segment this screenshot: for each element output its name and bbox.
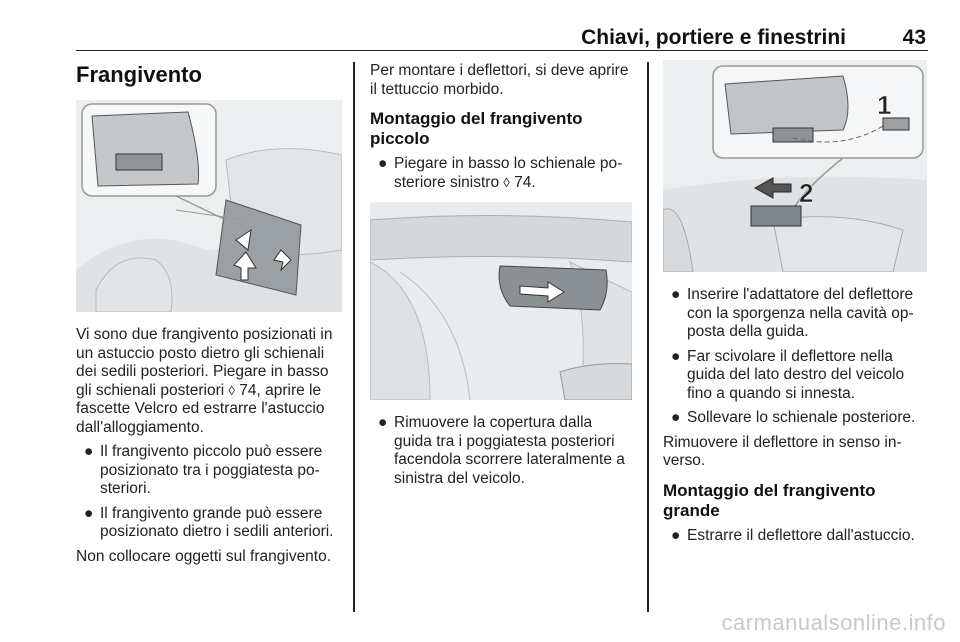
figure-deflector-install xyxy=(663,60,927,272)
subsection-title: Montaggio del frangivento piccolo xyxy=(370,109,583,148)
header-title: Chiavi, portiere e finestrini xyxy=(581,26,846,49)
list-item: ● Sollevare lo schienale posteriore. xyxy=(671,409,916,426)
bullet-list xyxy=(76,443,342,542)
list-item: ● Rimuovere la copertura dalla guida tra i poggiatesta posteriori facendola scorrere lateralmente a sinistra del veicolo. xyxy=(378,414,625,487)
subsection-title: Montaggio del frangivento grande xyxy=(663,480,876,520)
column-2 xyxy=(370,62,634,494)
bullet-list xyxy=(370,414,634,488)
column-1 xyxy=(76,62,342,572)
section-title: Frangivento xyxy=(76,62,202,87)
page-ref-icon: ◊ xyxy=(503,174,510,190)
column-divider xyxy=(353,62,355,612)
list-item: ● Il frangivento grande può essere posizionato dietro i sedili anteriori. xyxy=(84,504,334,540)
body-paragraph: Rimuovere il deflettore in senso inverso. xyxy=(663,433,902,469)
figure-label-2: 2 xyxy=(799,178,814,208)
page-number: 43 xyxy=(902,26,926,49)
bullet-list xyxy=(663,286,927,428)
column-3 xyxy=(663,62,927,551)
list-item: ● Piegare in basso lo schienale posteriore sinistro ◊ 74. xyxy=(378,155,623,191)
body-paragraph: Non collocare oggetti sul frangivento. xyxy=(76,547,332,565)
figure-label-1: 1 xyxy=(877,90,892,120)
watermark: carmanualsonline.info xyxy=(721,610,946,635)
figure-windscreen-storage xyxy=(76,100,342,312)
body-paragraph-cont: 74, aprire le fascette Velcro ed estrarre l'astuccio dall'alloggiamento. xyxy=(76,381,325,436)
figure-rail-cover xyxy=(370,202,632,400)
list-item: ● Inserire l'adattatore del deflettore con la sporgenza nella cavità opposta della guida. xyxy=(671,286,914,340)
list-item: ● Estrarre il deflettore dall'astuccio. xyxy=(671,526,915,544)
body-paragraph: Vi sono due frangivento posizionati in un astuccio posto dietro gli schienali dei sedili posteriori. Piegare in basso gli schienali posteriori xyxy=(76,326,333,399)
page-ref-icon: ◊ xyxy=(228,382,235,398)
body-paragraph: Per montare i deflettori, si deve aprire il tettuccio morbido. xyxy=(370,62,629,98)
column-divider xyxy=(647,62,649,612)
page-header xyxy=(76,0,928,51)
list-item: ● Il frangivento piccolo può essere posizionato tra i poggiatesta posteriori. xyxy=(84,443,323,497)
bullet-list xyxy=(663,527,927,546)
list-item: ● Far scivolare il deflettore nella guida del lato destro del veicolo fino a quando si innesta. xyxy=(671,347,905,402)
bullet-list xyxy=(370,155,634,192)
